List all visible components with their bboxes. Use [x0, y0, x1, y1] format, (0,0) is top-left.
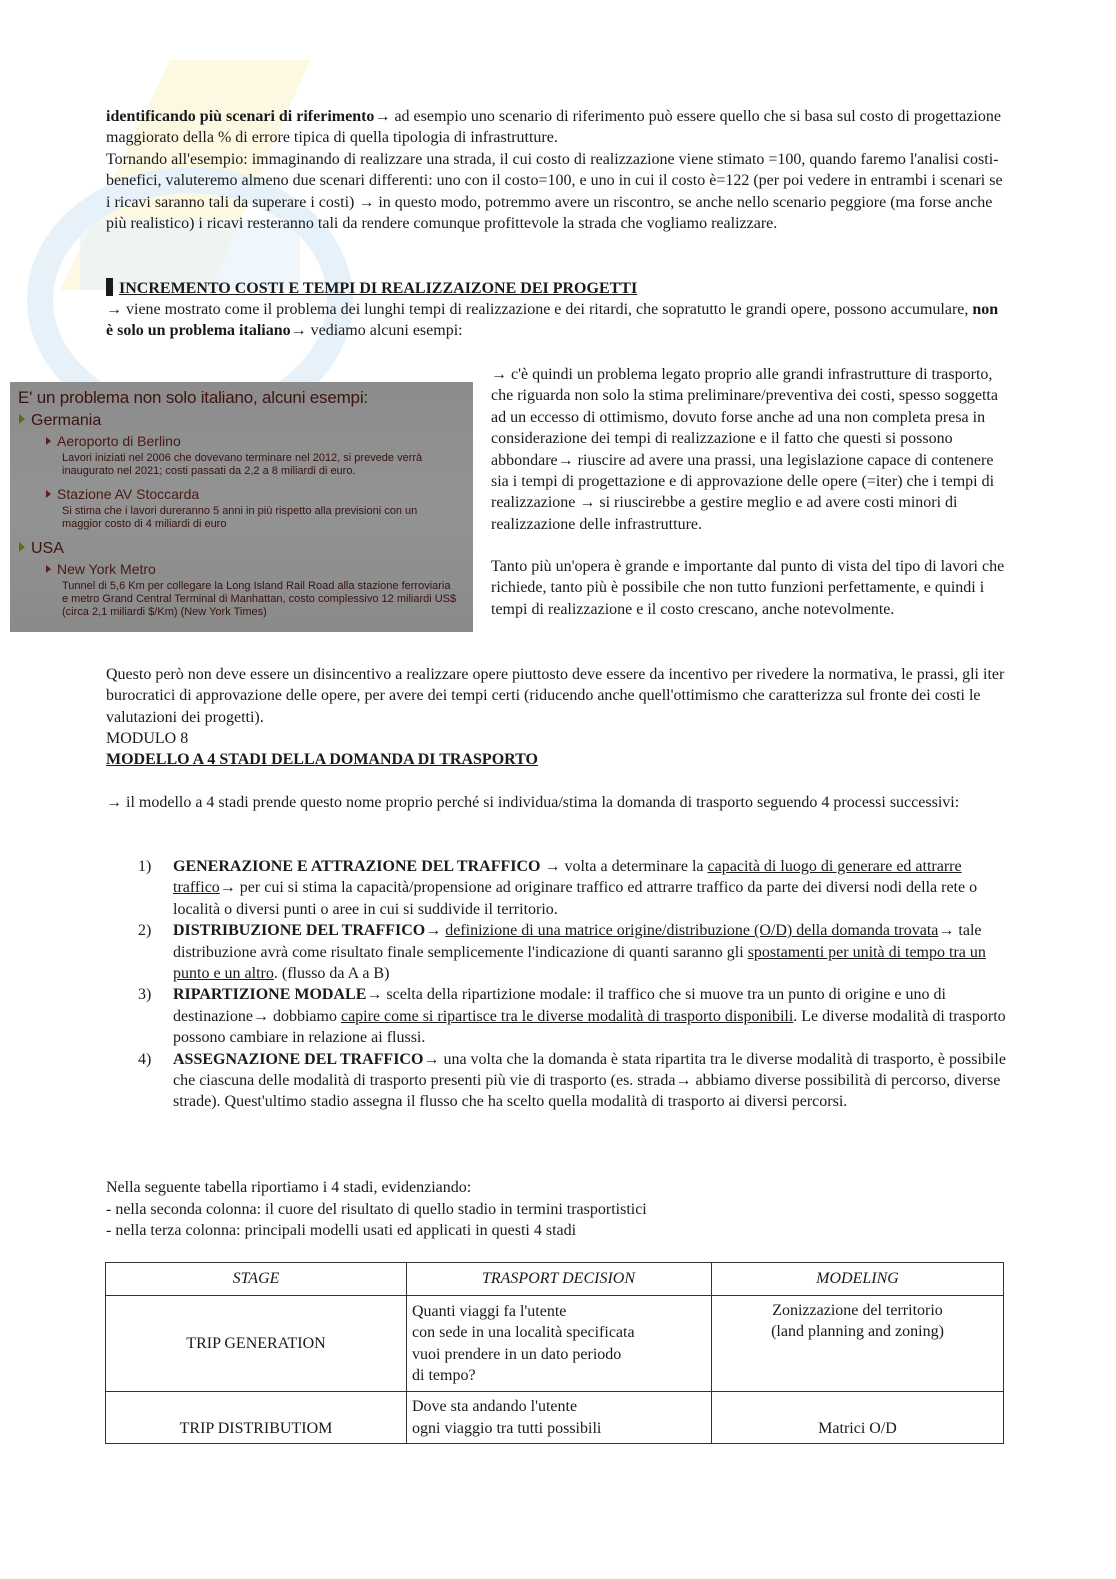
cell-modeling [712, 1296, 1004, 1392]
slide-item-label: New York Metro [57, 561, 156, 577]
cell-decision [407, 1392, 712, 1444]
slide-detail-stoccarda: Si stima che i lavori dureranno 5 anni in più rispetto alla previsioni con un maggior costo di 4 miliardi di euro [62, 505, 418, 530]
stage-text: → scelta della ripartizione modale: il traffico che si muove tra un punto di origine e uno di destinazione→ dobbiamo [173, 986, 946, 1025]
list-number: 2) [138, 922, 152, 940]
header-stage: STAGE [106, 1263, 407, 1296]
section-intro [106, 299, 1006, 342]
paragraph-modello: → il modello a 4 stadi prende questo nome proprio perché si individua/stima la domanda di trasporto seguendo 4 processi successivi: [106, 794, 960, 811]
stage-text: → [425, 922, 446, 940]
slide-title: E' un problema non solo italiano, alcuni esempi: [18, 388, 368, 407]
slide-country-germany [19, 410, 101, 431]
cell-line: vuoi prendere in un dato periodo [412, 1345, 622, 1363]
heading-marker [106, 278, 113, 296]
bullet-triangle-icon [19, 414, 25, 424]
stage-text: . Le diverse modalità di trasporto possono cambiare in relazione ai flussi. [173, 1007, 1006, 1047]
bullet-triangle-icon [46, 437, 51, 445]
scenari-text: → ad esempio uno scenario di riferimento può essere quello che si basa sul costo di progettazione maggiorato della % di errore tipica di quella tipologia di infrastrutture. [106, 108, 1001, 147]
list-item [138, 920, 1008, 984]
table-intro-line3: - nella terza colonna: principali modelli usati ed applicati in questi 4 stadi [106, 1222, 577, 1239]
stage-underline: spostamenti per unità di tempo tra un punto e un altro [173, 943, 986, 983]
stage-text: → una volta che la domanda è stata ripartita tra le diverse modalità di trasporto, è possibile che ciascuna delle modalità di trasporto presenti più vie di trasporto (es. strada→ abbiamo diverse possibilità di percorso, diverse strade). Quest'ultimo stadio assegna il flusso che ha scelto quella modalità di trasporto ai diversi percorsi. [173, 1050, 1006, 1111]
stage-name: DISTRIBUZIONE DEL TRAFFICO [173, 922, 426, 940]
bold-scenari: identificando più scenari di riferimento [106, 108, 375, 125]
slide-detail-berlin: Lavori iniziati nel 2006 che dovevano terminare nel 2012, si prevede verrà inaugurato nel 2021; costi passati da 2,2 a 8 miliardi di euro. [62, 452, 423, 477]
stage-name: RIPARTIZIONE MODALE [173, 986, 367, 1004]
cell-line: ogni viaggio tra tutti possibili [412, 1419, 602, 1437]
stage-text: → per cui si stima la capacità/propensione ad originare traffico ed attrarre traffico da parte dei diversi nodi della rete o località o diversi punti o aree in cui si suddivide il territorio. [173, 879, 978, 918]
list-item [138, 856, 1008, 920]
list-item [138, 1049, 1008, 1113]
list-number: 3) [138, 986, 152, 1004]
table-row [106, 1392, 1004, 1444]
slide-country-label: USA [31, 540, 64, 557]
slide-item-label: Aeroporto di Berlino [57, 433, 181, 449]
list-number: 4) [138, 1050, 152, 1068]
intro-text-a: → viene mostrato come il problema dei lunghi tempi di realizzazione e dei ritardi, che sopratutto le grandi opere, possono accumulare, [106, 301, 973, 318]
intro-bold: non è solo un problema italiano [106, 301, 999, 340]
cell-stage: TRIP GENERATION [106, 1296, 407, 1392]
cell-modeling [712, 1392, 1004, 1444]
slide-detail-nymetro: Tunnel di 5,6 Km per collegare la Long Island Rail Road alla stazione ferroviaria e metro Grand Central Terminal di Manhattan, costo complessivo 12 miliardi US$ (circa 2,1 miliardi $/Km) (New York Times) [62, 580, 457, 618]
cell-line: di tempo? [412, 1366, 476, 1384]
slide-item-stoccarda [46, 484, 199, 505]
module-title: MODELLO A 4 STADI DELLA DOMANDA DI TRASPORTO [106, 751, 538, 768]
slide-country-usa [19, 538, 64, 559]
paragraph-disincentivo: Questo però non deve essere un disincentivo a realizzare opere piuttosto deve essere da incentivo per rivedere la normativa, le prassi, gli iter burocratici di approvazione delle opere, per avere dei tempi certi (riducendo anche quell'ottimismo che caratterizza sul fronte dei costi le valutazioni dei progetti). [106, 666, 1005, 726]
stage-underline: capire come si ripartisce tra le diverse modalità di trasporto disponibili [340, 1007, 794, 1025]
section-heading [106, 278, 1006, 299]
slide-country-label: Germania [31, 412, 102, 429]
header-decision: TRASPORT DECISION [407, 1263, 712, 1296]
cell-line: Dove sta andando l'utente [412, 1398, 578, 1416]
list-item [138, 984, 1008, 1048]
watermark-logo [20, 40, 440, 440]
header-modeling: MODELING [712, 1263, 1004, 1296]
bullet-triangle-icon [46, 565, 51, 573]
list-number: 1) [138, 858, 152, 875]
cell-decision [407, 1296, 712, 1392]
stage-text: → tale distribuzione avrà come risultato finale semplicemente l'indicazione di quanti saranno gli [173, 922, 982, 961]
bullet-triangle-icon [46, 490, 51, 498]
stage-underline: definizione di una matrice origine/distribuzione (O/D) della domanda trovata [445, 922, 939, 940]
stage-name: ASSEGNAZIONE DEL TRAFFICO [173, 1050, 424, 1068]
slide-item-berlin [46, 431, 181, 452]
stage-text: → volta a determinare la [540, 858, 708, 875]
paragraph-scenari [106, 106, 1006, 149]
table-intro-line1: Nella seguente tabella riportiamo i 4 stadi, evidenziando: [106, 1179, 472, 1196]
cell-line: Matrici O/D [818, 1419, 897, 1437]
stage-underline: capacità di luogo di generare ed attrarre traffico [173, 858, 962, 897]
slide-image [10, 382, 473, 632]
paragraph-esempio: Tornando all'esempio: immaginando di realizzare una strada, il cui costo di realizzazione viene stimato =100, quando faremo l'analisi costi-benefici, valuteremo almeno due scenari differenti: uno con il costo=100, e uno in cui il costo è=122 (per poi vedere in entrambi i scenari se i ricavi saranno tali da superare i costi) → in questo modo, potremmo avere un riscontro, se anche nello scenario peggiore (ma forse anche più realistico) i ricavi resteranno tali da rendere comunque profittevole la strada che vogliamo realizzare. [106, 151, 1003, 233]
stage-name: GENERAZIONE E ATTRAZIONE DEL TRAFFICO [173, 858, 541, 875]
table-header-row [106, 1263, 1004, 1296]
bullet-triangle-icon [19, 542, 25, 552]
slide-item-nymetro [46, 559, 156, 580]
cell-line: Quanti viaggi fa l'utente [412, 1302, 567, 1320]
right-column-text: → c'è quindi un problema legato proprio alle grandi infrastrutture di trasporto, che riguarda non solo la stima preliminare/preventiva dei costi, spesso soggetta ad un eccesso di ottimismo, dovuto forse anche ad una non completa presa in considerazione dei tempi di realizzazione e il fatto che questi si possono abbondare→ riuscire ad avere una prassi, una legislazione capace di contenere sia i tempi di progettazione e di approvazione delle opere (=iter) che i tempi di realizzazione → si riuscirebbe a gestire meglio e ad avere costi minori di realizzazione delle infrastrutture. [491, 366, 998, 533]
stage-text: . (flusso da A a B) [273, 965, 390, 983]
intro-text-b: → vediamo alcuni esempi: [290, 322, 463, 340]
cell-line: con sede in una località specificata [412, 1324, 635, 1342]
table-row [106, 1296, 1004, 1392]
cell-line: (land planning and zoning) [771, 1323, 944, 1341]
module-label: MODULO 8 [106, 730, 189, 747]
section-title: INCREMENTO COSTI E TEMPI DI REALIZZAIZONE DEI PROGETTI [119, 280, 638, 297]
slide-item-label: Stazione AV Stoccarda [57, 486, 200, 502]
cell-stage: TRIP DISTRIBUTIOM [106, 1392, 407, 1444]
right-column-text-2: Tanto più un'opera è grande e importante dal punto di vista del tipo di lavori che richiede, tanto più è possibile che non tutto funzioni perfettamente, e quindi i tempi di realizzazione e il costo crescano, anche notevolmente. [491, 558, 1005, 618]
stages-list [138, 856, 1008, 1113]
cell-line: Zonizzazione del territorio [772, 1302, 943, 1319]
stages-table [105, 1262, 1004, 1444]
table-intro-line2: - nella seconda colonna: il cuore del risultato di quello stadio in termini trasportistici [106, 1201, 647, 1218]
